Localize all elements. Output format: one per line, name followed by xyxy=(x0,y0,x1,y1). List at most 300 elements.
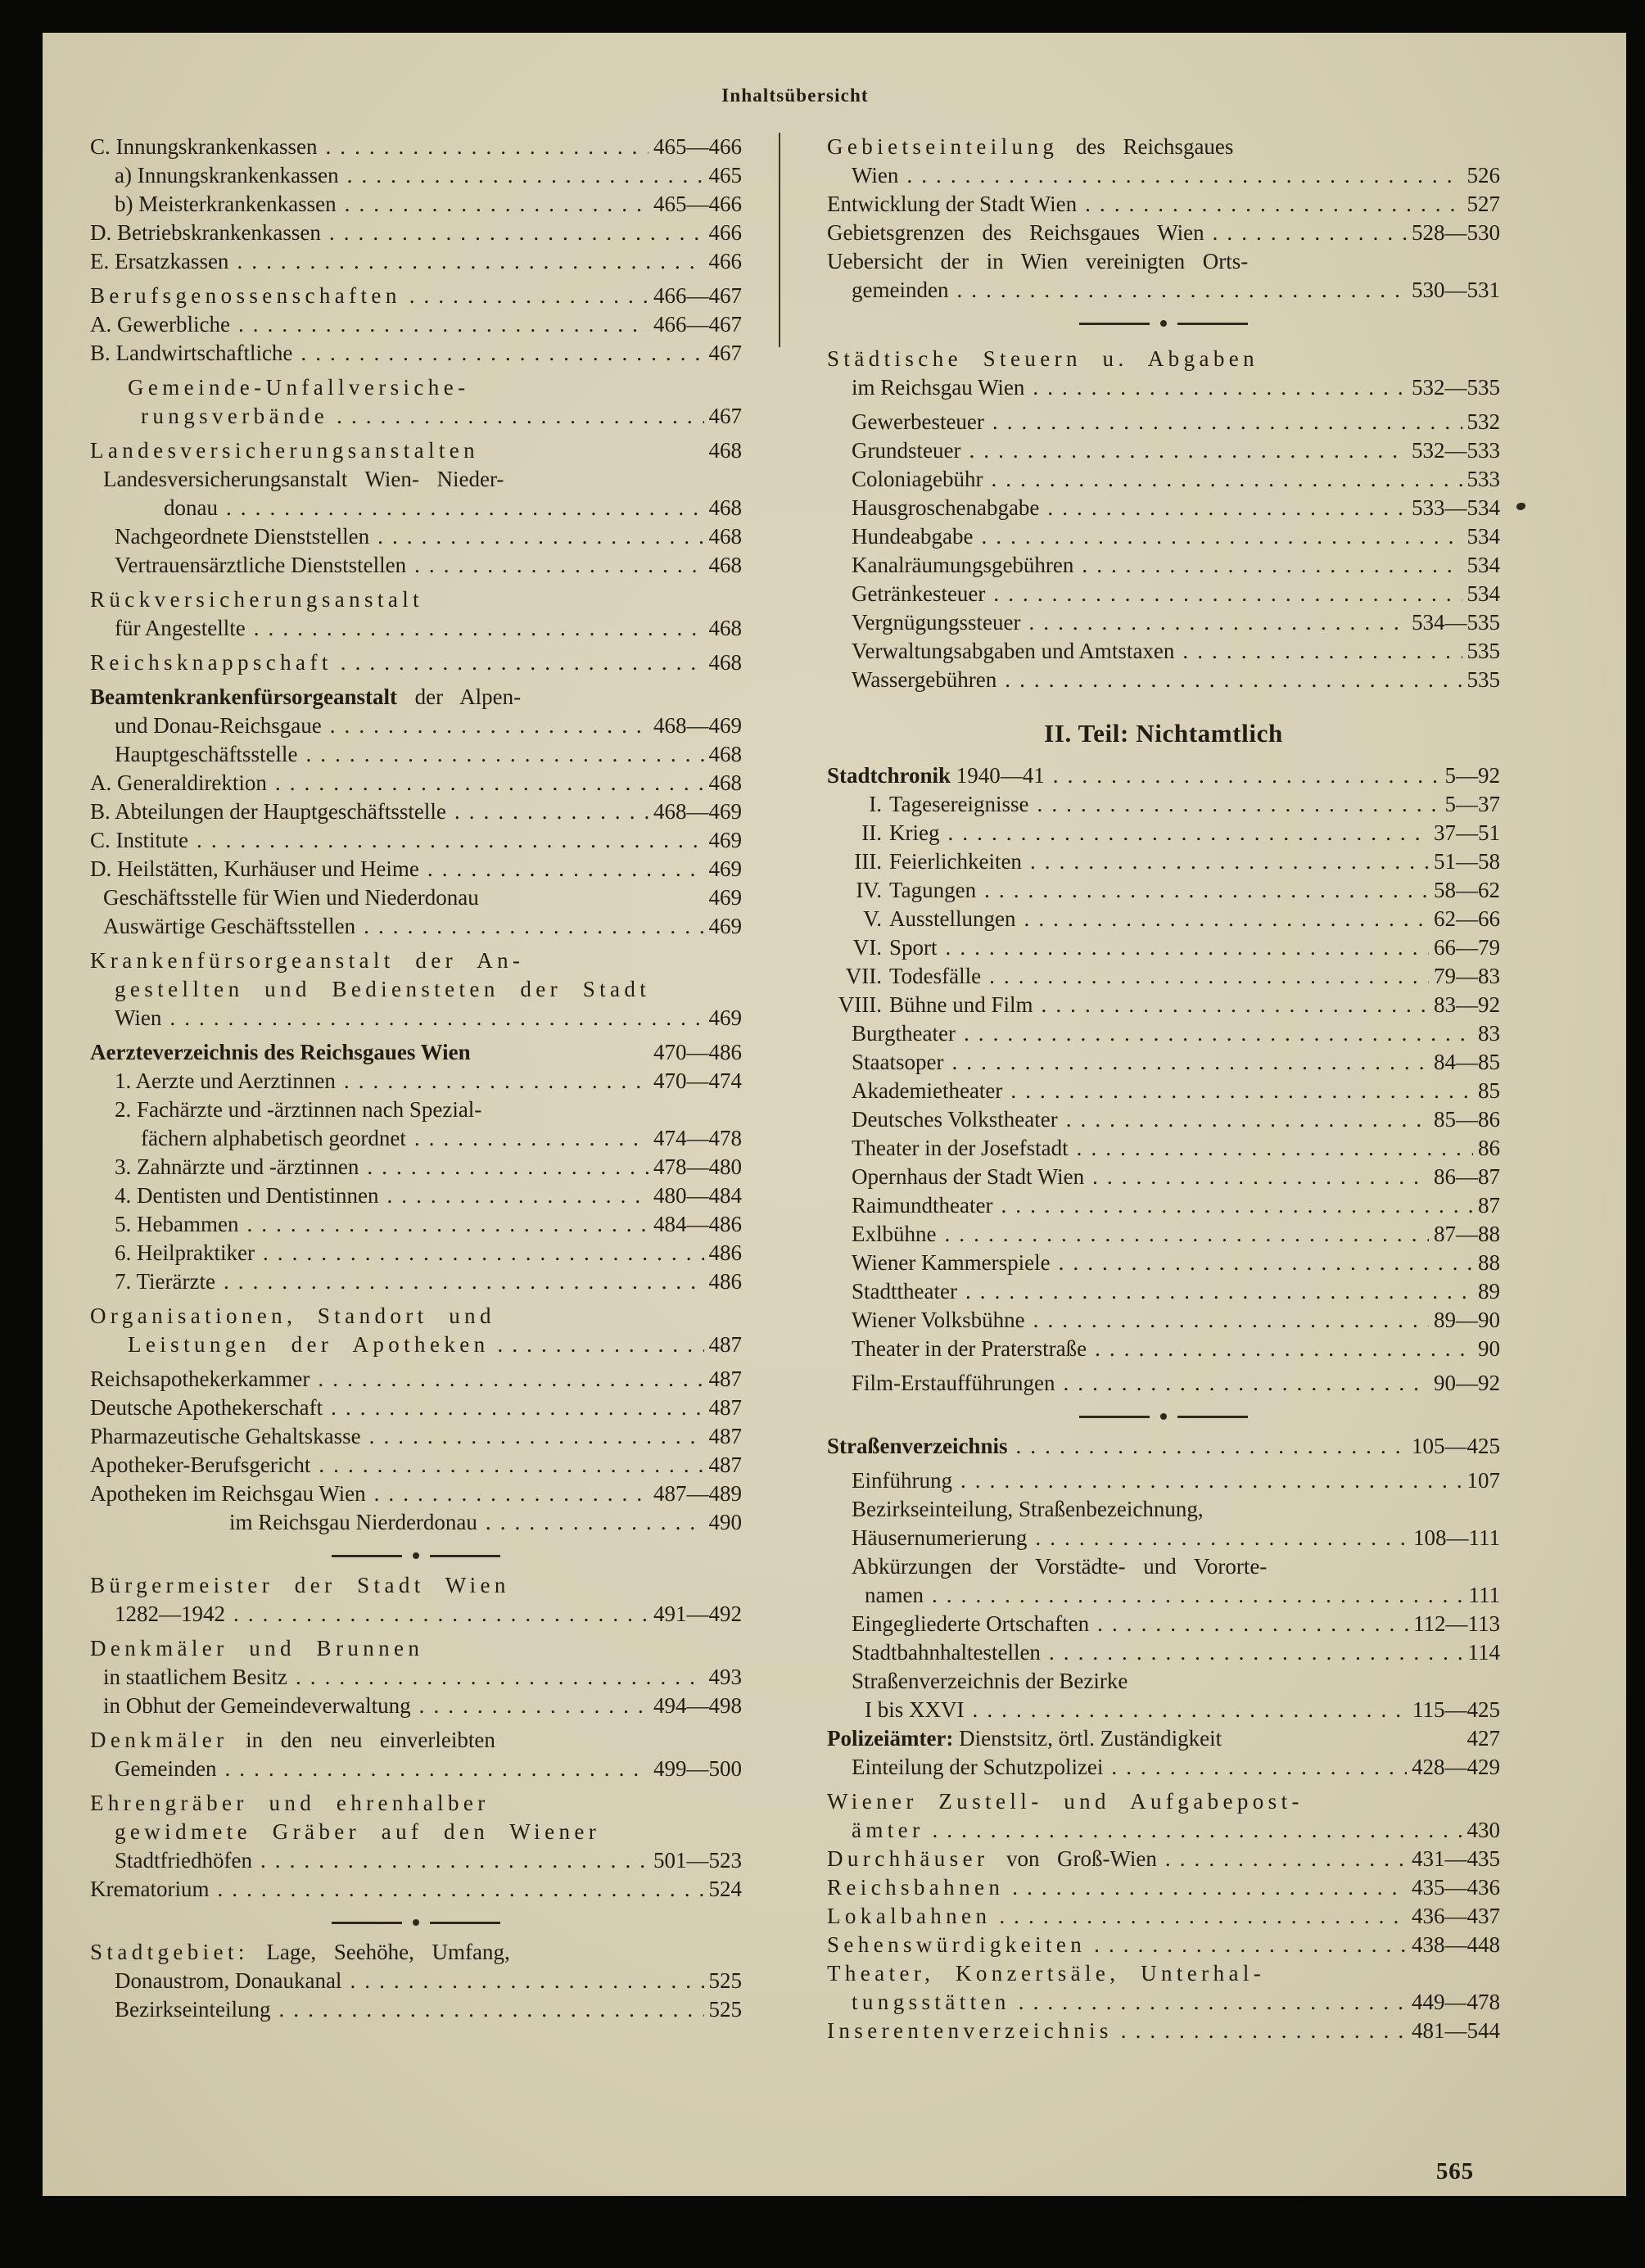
toc-entry xyxy=(827,409,1500,438)
page-ref: 484—486 xyxy=(653,1212,742,1236)
entry-text: Eingegliederte Ortschaften xyxy=(852,1611,1090,1636)
entry-text: Getränkesteuer xyxy=(852,581,986,606)
page-ref: 87—88 xyxy=(1434,1222,1500,1246)
entry-text: Einteilung der Schutzpolizei xyxy=(852,1755,1104,1779)
entry-text: Wiener Volksbühne xyxy=(852,1308,1025,1332)
toc-entry xyxy=(90,1481,742,1510)
entry-text: Gebietseinteilung des Reichsgaues xyxy=(827,134,1234,159)
toc-entry xyxy=(827,1336,1500,1365)
entry-numeral: V. xyxy=(863,906,882,931)
entry-text: Reichsbahnen xyxy=(827,1875,1005,1900)
toc-entry xyxy=(90,914,742,942)
toc-entry xyxy=(90,1756,742,1785)
toc-entry xyxy=(827,1961,1500,1990)
toc-entry xyxy=(827,1640,1500,1669)
page-ref: 84—85 xyxy=(1434,1050,1500,1074)
entry-text: Coloniagebühr xyxy=(852,467,983,491)
dot-leader xyxy=(1047,495,1407,521)
entry-text: Film-Erstaufführungen xyxy=(852,1371,1055,1395)
dot-leader xyxy=(1049,1640,1463,1665)
entry-text: B. Abteilungen der Hauptgeschäftsstelle xyxy=(90,799,446,824)
page-ref: 87 xyxy=(1478,1193,1500,1218)
page-ref: 480—484 xyxy=(653,1183,742,1208)
entry-text: Rückversicherungsanstalt xyxy=(90,587,424,612)
entry-text: tungsstätten xyxy=(852,1990,1010,2014)
toc-entry xyxy=(827,639,1500,667)
toc-entry xyxy=(827,906,1500,935)
dot-leader xyxy=(1094,1932,1407,1958)
entry-text: 6. Heilpraktiker xyxy=(115,1240,255,1265)
toc-entry xyxy=(827,249,1500,278)
page-number: 565 xyxy=(1435,2158,1474,2184)
page-ref: 487 xyxy=(708,1395,742,1420)
dot-leader xyxy=(906,163,1462,188)
page-ref: 532 xyxy=(1466,409,1500,434)
page-ref: 532—533 xyxy=(1412,438,1500,463)
toc-columns xyxy=(90,134,1500,2047)
entry-text: VIII. Bühne und Film xyxy=(827,992,1033,1018)
entry-text: Ehrengräber und ehrenhalber xyxy=(90,1791,490,1815)
entry-text: a) Innungskrankenkassen xyxy=(115,163,339,187)
entry-text: Burgtheater xyxy=(852,1021,956,1046)
dot-leader xyxy=(1012,1875,1407,1900)
entry-text: Landesversicherungsanstalt Wien- Nieder- xyxy=(103,467,504,491)
dot-leader xyxy=(374,1481,649,1507)
toc-entry xyxy=(827,1669,1500,1697)
dot-leader xyxy=(944,1222,1429,1247)
page-ref: 469 xyxy=(708,856,742,881)
entry-text: 4. Dentisten und Dentistinnen xyxy=(115,1183,379,1208)
dot-leader xyxy=(1066,1107,1429,1132)
page-ref: 468 xyxy=(708,438,742,463)
toc-entry xyxy=(90,375,742,404)
dot-leader xyxy=(932,1818,1462,1843)
toc-entry xyxy=(90,163,742,192)
dot-leader xyxy=(275,770,704,796)
entry-text: im Reichsgau Nierderdonau xyxy=(229,1510,477,1534)
page-ref: 466—467 xyxy=(653,312,742,337)
page-ref: 58—62 xyxy=(1434,878,1500,902)
dot-leader xyxy=(992,409,1462,435)
dot-leader xyxy=(1121,2018,1407,2044)
entry-text: Gemeinden xyxy=(115,1756,217,1781)
entry-text: ämter xyxy=(852,1818,924,1842)
toc-entry xyxy=(827,495,1500,524)
dot-leader xyxy=(169,1005,703,1031)
toc-entry xyxy=(827,524,1500,553)
toc-entry xyxy=(827,1193,1500,1222)
toc-entry xyxy=(827,1279,1500,1308)
dot-leader xyxy=(329,220,704,246)
dot-leader xyxy=(278,1997,703,2022)
page-ref: 535 xyxy=(1466,639,1500,663)
toc-entry xyxy=(827,1497,1500,1525)
entry-text: Wassergebühren xyxy=(852,667,997,692)
entry-text: 2. Fachärzte und -ärztinnen nach Spezial- xyxy=(115,1097,482,1122)
toc-entry xyxy=(90,650,742,679)
page-ref: 491—492 xyxy=(653,1602,742,1626)
page-ref: 89—90 xyxy=(1434,1308,1500,1332)
page-ref: 66—79 xyxy=(1434,935,1500,960)
divider-line xyxy=(430,1555,500,1557)
page-ref: 466 xyxy=(708,249,742,273)
entry-text: I bis XXVI xyxy=(865,1697,965,1722)
entry-text: Kanalräumungsgebühren xyxy=(852,553,1074,577)
dot-leader xyxy=(993,581,1462,607)
page-ref: 108—111 xyxy=(1413,1525,1500,1550)
toc-entry xyxy=(827,1468,1500,1497)
toc-entry xyxy=(827,1755,1500,1783)
entry-text: Gewerbesteuer xyxy=(852,409,984,434)
section-divider xyxy=(90,1541,742,1570)
toc-entry xyxy=(827,792,1500,820)
toc-entry xyxy=(827,1164,1500,1193)
dot-leader xyxy=(946,935,1429,960)
entry-numeral: VII. xyxy=(845,964,882,988)
page-ref: 428—429 xyxy=(1412,1755,1500,1779)
entry-text: 1282—1942 xyxy=(115,1602,225,1626)
toc-entry xyxy=(827,1434,1500,1462)
divider-line xyxy=(332,1922,402,1924)
toc-entry xyxy=(90,856,742,885)
dot-leader xyxy=(1033,375,1407,400)
dot-leader xyxy=(1024,906,1430,932)
page-title: Inhaltsübersicht xyxy=(721,85,869,106)
entry-text: Straßenverzeichnis der Bezirke xyxy=(852,1669,1128,1693)
page-ref: 469 xyxy=(708,885,742,910)
dot-leader xyxy=(999,1904,1407,1929)
toc-entry xyxy=(827,1371,1500,1399)
page-ref: 469 xyxy=(708,1005,742,1030)
toc-entry xyxy=(827,1789,1500,1818)
dot-leader xyxy=(369,1424,704,1449)
dot-leader xyxy=(224,1269,704,1294)
dot-leader xyxy=(1010,1078,1473,1104)
entry-text: Vergnügungssteuer xyxy=(852,610,1021,635)
entry-text: Denkmäler und Brunnen xyxy=(90,1636,424,1660)
page-ref: 487 xyxy=(708,1453,742,1477)
page-ref: 85—86 xyxy=(1434,1107,1500,1132)
page-ref: 466 xyxy=(708,220,742,245)
dot-leader xyxy=(217,1877,703,1902)
toc-entry xyxy=(90,1791,742,1819)
entry-text: Aerzteverzeichnis des Reichsgaues Wien xyxy=(90,1040,471,1064)
entry-text: Bürgermeister der Stadt Wien xyxy=(90,1573,510,1597)
dot-leader xyxy=(960,1468,1462,1493)
page-ref: 535 xyxy=(1466,667,1500,692)
page-ref: 5—92 xyxy=(1444,763,1500,788)
page-ref: 525 xyxy=(708,1968,742,1993)
dot-leader xyxy=(1015,1434,1407,1459)
entry-text: Deutsches Volkstheater xyxy=(852,1107,1058,1132)
toc-entry xyxy=(827,1875,1500,1904)
toc-entry xyxy=(90,1877,742,1905)
entry-numeral: VI. xyxy=(852,935,882,960)
entry-text: Raimundtheater xyxy=(852,1193,993,1218)
toc-entry xyxy=(827,1904,1500,1932)
entry-text: und Donau-Reichsgaue xyxy=(115,713,322,738)
dot-leader xyxy=(350,1968,703,1994)
dot-leader xyxy=(1030,849,1429,874)
page-ref: 470—474 xyxy=(653,1068,742,1093)
entry-text: Theater, Konzertsäle, Unterhal- xyxy=(827,1961,1266,1986)
page-ref: 524 xyxy=(708,1877,742,1901)
toc-entry xyxy=(90,404,742,432)
dot-leader xyxy=(414,1126,649,1151)
dot-leader xyxy=(345,192,649,217)
entry-text: Apotheker-Berufsgericht xyxy=(90,1453,311,1477)
toc-entry xyxy=(827,1136,1500,1164)
page-ref: 465—466 xyxy=(653,134,742,159)
toc-entry xyxy=(827,220,1500,249)
dot-leader xyxy=(197,828,704,853)
toc-entry xyxy=(827,1050,1500,1078)
dot-leader xyxy=(1005,667,1462,693)
page-ref: 525 xyxy=(708,1997,742,2022)
toc-entry xyxy=(827,581,1500,610)
toc-entry xyxy=(90,1126,742,1154)
toc-entry xyxy=(90,134,742,163)
toc-entry xyxy=(90,948,742,977)
toc-entry xyxy=(827,763,1500,792)
toc-entry xyxy=(90,553,742,581)
entry-numeral: II. xyxy=(861,820,882,845)
toc-entry xyxy=(90,1968,742,1997)
toc-entry xyxy=(90,1848,742,1877)
entry-text: Stadttheater xyxy=(852,1279,957,1303)
entry-text: Reichsknappschaft xyxy=(90,650,332,675)
entry-text: fächern alphabetisch geordnet xyxy=(141,1126,406,1150)
page-ref: 478—480 xyxy=(653,1154,742,1179)
page-ref: 427 xyxy=(1466,1726,1500,1751)
dot-leader xyxy=(989,964,1429,989)
page-ref: 90 xyxy=(1478,1336,1500,1361)
section-divider xyxy=(90,1908,742,1937)
entry-text: Wiener Zustell- und Aufgabepost- xyxy=(827,1789,1304,1814)
entry-text: VII. Todesfälle xyxy=(827,964,981,989)
dot-leader xyxy=(419,1693,649,1719)
dot-leader xyxy=(1111,1755,1407,1780)
dot-leader xyxy=(1095,1336,1473,1362)
entry-text: Vertrauensärztliche Dienststellen xyxy=(115,553,407,577)
dot-leader xyxy=(337,404,703,429)
toc-entry xyxy=(827,375,1500,404)
page-ref: 115—425 xyxy=(1412,1697,1500,1722)
entry-text: gemeinden xyxy=(852,278,949,302)
entry-text: Hausgroschenabgabe xyxy=(852,495,1040,520)
entry-text: IV. Tagungen xyxy=(827,878,976,903)
toc-entry xyxy=(827,1078,1500,1107)
entry-text: 5. Hebammen xyxy=(115,1212,239,1236)
entry-text: A. Gewerbliche xyxy=(90,312,230,337)
toc-entry xyxy=(827,878,1500,906)
entry-text: 1. Aerzte und Aerztinnen xyxy=(115,1068,336,1093)
page-ref: 490 xyxy=(708,1510,742,1534)
page-ref: 465—466 xyxy=(653,192,742,216)
entry-text: Apotheken im Reichsgau Wien xyxy=(90,1481,366,1506)
page-ref: 494—498 xyxy=(653,1693,742,1718)
entry-text: Gemeinde-Unfallversiche- xyxy=(128,375,470,400)
page-ref: 528—530 xyxy=(1412,220,1500,245)
dot-leader xyxy=(386,1183,649,1209)
dot-leader xyxy=(984,878,1429,903)
toc-entry xyxy=(90,770,742,799)
dot-leader xyxy=(226,495,704,521)
toc-entry xyxy=(90,1819,742,1848)
dot-leader xyxy=(973,1697,1408,1723)
entry-text: Einführung xyxy=(852,1468,952,1493)
dot-leader xyxy=(414,553,703,578)
dot-leader xyxy=(238,312,649,337)
section-divider xyxy=(827,309,1500,338)
entry-text: Donaustrom, Donaukanal xyxy=(115,1968,342,1993)
toc-entry xyxy=(827,667,1500,696)
page-ref: 487 xyxy=(708,1424,742,1448)
toc-entry xyxy=(90,1510,742,1538)
entry-text: II. Krieg xyxy=(827,820,939,846)
toc-entry xyxy=(90,1332,742,1361)
entry-text: für Angestellte xyxy=(115,616,246,640)
toc-entry xyxy=(90,1212,742,1240)
toc-entry xyxy=(827,1818,1500,1846)
entry-text: Verwaltungsabgaben und Amtstaxen xyxy=(852,639,1175,663)
toc-entry xyxy=(827,192,1500,220)
toc-entry xyxy=(90,616,742,644)
toc-entry xyxy=(827,1726,1500,1755)
page-ref: 534 xyxy=(1466,553,1500,577)
dot-leader xyxy=(486,1510,704,1535)
toc-entry xyxy=(90,684,742,713)
entry-text: in Obhut der Gemeindeverwaltung xyxy=(103,1693,411,1718)
entry-text: Polizeiämter: Dienstsitz, örtl. Zuständigkeit xyxy=(827,1726,1222,1751)
page-ref: 465 xyxy=(708,163,742,187)
entry-text: VI. Sport xyxy=(827,935,938,960)
entry-text: I. Tagesereignisse xyxy=(827,792,1029,817)
dot-leader xyxy=(409,283,649,309)
toc-entry xyxy=(827,992,1500,1021)
dot-leader xyxy=(498,1332,704,1358)
entry-text: rungsverbände xyxy=(141,404,329,428)
page-ref: 83 xyxy=(1478,1021,1500,1046)
entry-text: Exlbühne xyxy=(852,1222,937,1246)
right-column xyxy=(827,134,1500,2047)
toc-entry xyxy=(90,1154,742,1183)
entry-text: Städtische Steuern u. Abgaben xyxy=(827,346,1259,371)
page-ref: 527 xyxy=(1466,192,1500,216)
toc-entry xyxy=(90,1068,742,1097)
page-ref: 468 xyxy=(708,524,742,549)
page-ref: 468 xyxy=(708,650,742,675)
dot-leader xyxy=(1037,792,1440,817)
page-ref: 526 xyxy=(1466,163,1500,187)
page-ref: 487 xyxy=(708,1367,742,1391)
divider-line xyxy=(430,1922,500,1924)
page-ref: 468 xyxy=(708,553,742,577)
toc-entry xyxy=(827,1222,1500,1250)
toc-entry xyxy=(90,312,742,341)
dot-leader xyxy=(246,1212,649,1237)
entry-text: Entwicklung der Stadt Wien xyxy=(827,192,1078,216)
toc-entry xyxy=(827,278,1500,306)
page-ref: 534—535 xyxy=(1412,610,1500,635)
toc-entry xyxy=(90,1602,742,1630)
page-ref: 51—58 xyxy=(1434,849,1500,874)
entry-text: Krankenfürsorgeanstalt der An- xyxy=(90,948,525,973)
entry-text: III. Feierlichkeiten xyxy=(827,849,1022,874)
toc-entry xyxy=(90,977,742,1005)
toc-entry xyxy=(827,163,1500,192)
entry-text: C. Innungskrankenkassen xyxy=(90,134,318,159)
entry-text: Abkürzungen der Vorstädte- und Vororte- xyxy=(852,1554,1268,1579)
page-ref: 533 xyxy=(1466,467,1500,491)
dot-leader xyxy=(1097,1611,1408,1637)
divider-dot xyxy=(413,1919,419,1926)
dot-leader xyxy=(1082,553,1462,578)
toc-entry xyxy=(827,935,1500,964)
entry-text: 7. Tierärzte xyxy=(115,1269,215,1294)
page-ref: 90—92 xyxy=(1434,1371,1500,1395)
dot-leader xyxy=(331,1395,703,1421)
dot-leader xyxy=(377,524,703,549)
toc-entry xyxy=(827,1990,1500,2018)
dot-leader xyxy=(330,713,649,739)
dot-leader xyxy=(237,249,703,274)
part-heading: II. Teil: Nichtamtlich xyxy=(1044,719,1283,748)
dot-leader xyxy=(318,1367,703,1392)
entry-text: C. Institute xyxy=(90,828,188,852)
entry-text: 3. Zahnärzte und -ärztinnen xyxy=(115,1154,359,1179)
dot-leader xyxy=(981,524,1462,549)
entry-text: Theater in der Josefstadt xyxy=(852,1136,1069,1160)
page-ref: 431—435 xyxy=(1412,1846,1500,1871)
page-ref: 470—486 xyxy=(653,1040,742,1064)
toc-entry xyxy=(827,820,1500,849)
dot-leader xyxy=(454,799,649,825)
entry-text: Bezirkseinteilung, Straßenbezeichnung, xyxy=(852,1497,1204,1521)
entry-text: Pharmazeutische Gehaltskasse xyxy=(90,1424,361,1448)
toc-entry xyxy=(827,467,1500,495)
toc-entry xyxy=(827,2018,1500,2047)
page-ref: 5—37 xyxy=(1444,792,1500,816)
entry-text: Reichsapothekerkammer xyxy=(90,1367,310,1391)
entry-text: Häusernumerierung xyxy=(852,1525,1028,1550)
page-ref: 468—469 xyxy=(653,799,742,824)
toc-entry xyxy=(827,1846,1500,1875)
dot-leader xyxy=(305,742,703,767)
entry-text: Stadtfriedhöfen xyxy=(115,1848,252,1873)
page-ref: 469 xyxy=(708,828,742,852)
page-ref: 430 xyxy=(1466,1818,1500,1842)
dot-leader xyxy=(1042,992,1429,1018)
toc-entry xyxy=(90,1005,742,1034)
entry-text: namen xyxy=(865,1583,924,1607)
page-ref: 111 xyxy=(1468,1583,1500,1607)
toc-entry xyxy=(90,713,742,742)
dot-leader xyxy=(1028,610,1407,635)
toc-entry xyxy=(90,1424,742,1453)
entry-text: Krematorium xyxy=(90,1877,210,1901)
page-ref: 114 xyxy=(1467,1640,1500,1665)
toc-entry xyxy=(827,610,1500,639)
toc-entry xyxy=(90,1097,742,1126)
entry-text: Berufsgenossenschaften xyxy=(90,283,401,308)
column-gap xyxy=(742,134,827,2047)
dot-leader xyxy=(1035,1525,1408,1551)
dot-leader xyxy=(325,134,649,160)
entry-text: Akademietheater xyxy=(852,1078,1003,1103)
page-ref: 37—51 xyxy=(1434,820,1500,845)
page-ref: 436—437 xyxy=(1412,1904,1500,1928)
